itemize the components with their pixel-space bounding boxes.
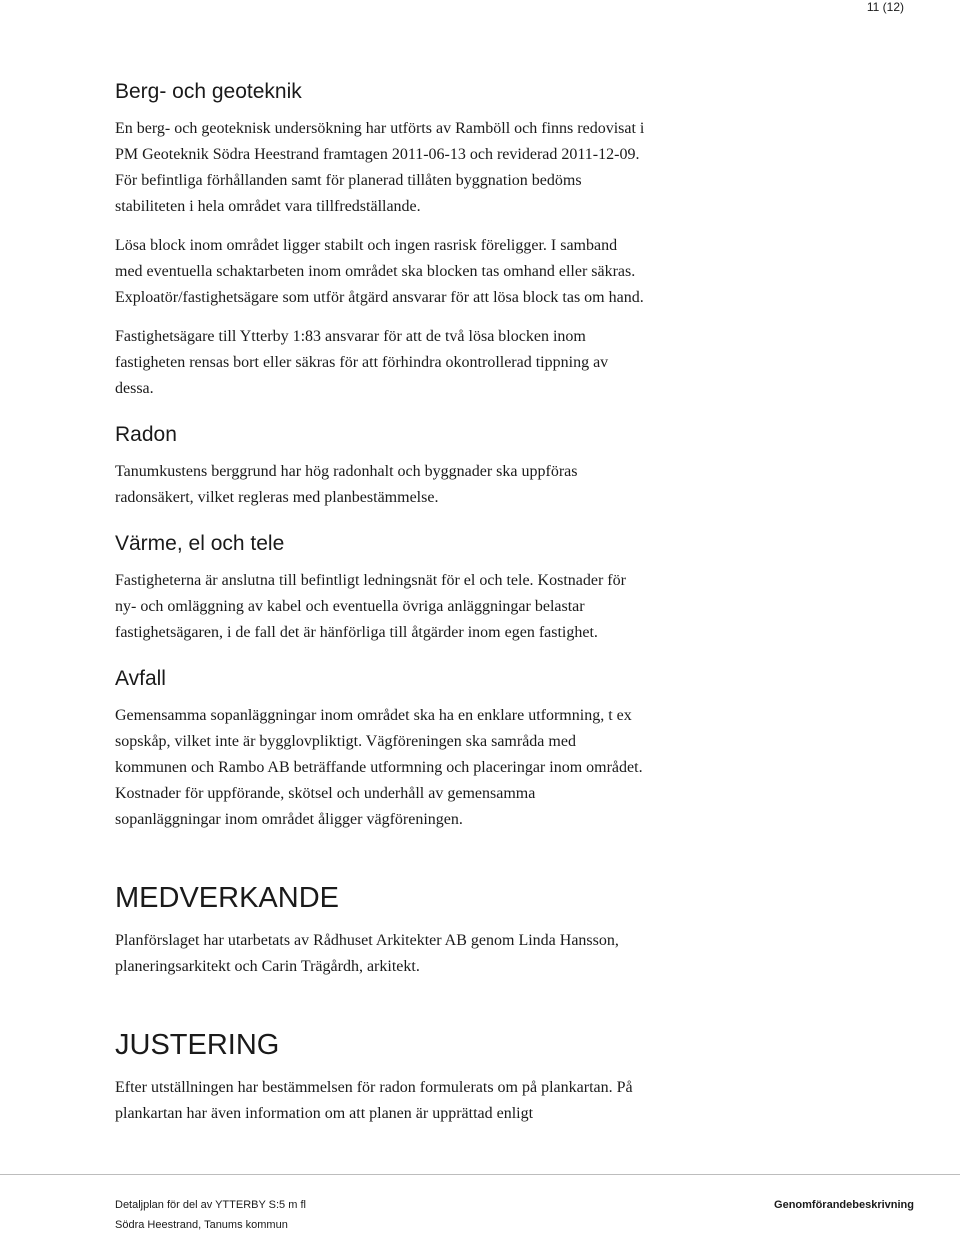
paragraph: Fastighetsägare till Ytterby 1:83 ansvarar för att de två lösa blocken inom fastigheten rensas bort eller säkras för att förhindra okontrollerad tippning av dessa.: [115, 328, 609, 397]
footer-document-type: Genomförandebeskrivning: [774, 1199, 914, 1211]
heading-medverkande: MEDVERKANDE: [115, 882, 339, 914]
document-body: [115, 78, 645, 1140]
paragraph: Efter utställningen har bestämmelsen för radon formulerats om på plankartan. På plankartan har även information om att planen är upprättad enligt: [115, 1079, 633, 1122]
footer-location: Södra Heestrand, Tanums kommun: [115, 1219, 288, 1231]
paragraph: Lösa block inom området ligger stabilt och ingen rasrisk föreligger. I samband med eventuella schaktarbeten inom området ska blocken tas omhand eller säkras. Exploatör/fastighetsägare som utför åtgärd ansvarar för att lösa block tas om hand.: [115, 237, 644, 306]
footer-plan-title: Detaljplan för del av YTTERBY S:5 m fl: [115, 1199, 306, 1211]
heading-varme-el-tele: Värme, el och tele: [115, 532, 285, 555]
heading-avfall: Avfall: [115, 667, 166, 690]
paragraph: Fastigheterna är anslutna till befintligt ledningsnät för el och tele. Kostnader för ny- och omläggning av kabel och eventuella övriga anläggningar belastar fastighetsägaren, i de fall det är hänförliga till åtgärder inom egen fastighet.: [115, 572, 626, 641]
footer-left: [115, 1195, 306, 1235]
heading-justering: JUSTERING: [115, 1029, 280, 1061]
footer-divider: [0, 1174, 960, 1175]
heading-berg-geoteknik: Berg- och geoteknik: [115, 80, 302, 103]
paragraph: En berg- och geoteknisk undersökning har utförts av Ramböll och finns redovisat i PM Geoteknik Södra Heestrand framtagen 2011-06-13 och reviderad 2011-12-09. För befintliga förhållanden samt för planerad tillåten byggnation bedöms stabiliteten i hela området vara tillfredställande.: [115, 120, 645, 215]
page-number: 11 (12): [866, 0, 904, 14]
paragraph: Tanumkustens berggrund har hög radonhalt och byggnader ska uppföras radonsäkert, vilket regleras med planbestämmelse.: [115, 463, 578, 506]
heading-radon: Radon: [115, 423, 177, 446]
paragraph: Planförslaget har utarbetats av Rådhuset Arkitekter AB genom Linda Hansson, planeringsarkitekt och Carin Trägårdh, arkitekt.: [115, 932, 619, 975]
paragraph: Gemensamma sopanläggningar inom området ska ha en enklare utformning, t ex sopskåp, vilket inte är bygglovpliktigt. Vägföreningen ska samråda med kommunen och Rambo AB beträffande utformning och placeringar inom området. Kostnader för uppförande, skötsel och underhåll av gemensamma sopanläggningar inom området åligger vägföreningen.: [115, 707, 643, 828]
